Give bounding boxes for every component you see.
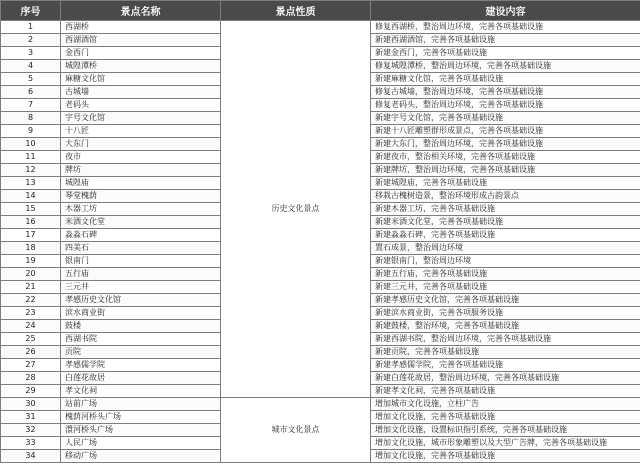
spot-name: 人民广场 <box>61 437 221 450</box>
construction-content: 新建夜市，整治相关环境，完善各项基础设施 <box>371 151 640 164</box>
construction-content: 新建大东门，整治周边环境，完善各项基础设施 <box>371 138 640 151</box>
spot-name: 金西门 <box>61 47 221 60</box>
row-number: 10 <box>1 138 61 151</box>
spot-name: 城隍庙 <box>61 177 221 190</box>
construction-content: 新建金西门，完善各项基础设施 <box>371 47 640 60</box>
spot-name: 夜市 <box>61 151 221 164</box>
row-number: 4 <box>1 60 61 73</box>
row-number: 5 <box>1 73 61 86</box>
spot-name: 站前广场 <box>61 398 221 411</box>
spot-name: 滨水商业街 <box>61 307 221 320</box>
row-number: 34 <box>1 450 61 463</box>
construction-content: 新建牌坊，整治周边环境，完善各项基础设施 <box>371 164 640 177</box>
spot-name: 四美石 <box>61 242 221 255</box>
row-number: 13 <box>1 177 61 190</box>
header-category: 景点性质 <box>221 1 371 21</box>
row-number: 2 <box>1 34 61 47</box>
construction-content: 移栽古槐树造景，整治环境形成古韵景点 <box>371 190 640 203</box>
spot-name: 西湖桥 <box>61 21 221 34</box>
spot-name: 老码头 <box>61 99 221 112</box>
spot-name: 琴堂槐荫 <box>61 190 221 203</box>
row-number: 29 <box>1 385 61 398</box>
spot-name: 三元井 <box>61 281 221 294</box>
construction-content: 修复西湖桥，整治周边环境，完善各项基础设施 <box>371 21 640 34</box>
table-row <box>1 21 640 34</box>
row-number: 23 <box>1 307 61 320</box>
spot-name: 五行庙 <box>61 268 221 281</box>
row-number: 21 <box>1 281 61 294</box>
row-number: 16 <box>1 216 61 229</box>
row-number: 24 <box>1 320 61 333</box>
spot-name: 澴河桥头广场 <box>61 424 221 437</box>
spot-name: 白莲花故居 <box>61 372 221 385</box>
construction-content: 新建白莲花故居，整治周边环境，完善各项基础设施 <box>371 372 640 385</box>
construction-content: 新建鼓楼，整治环境，完善各项基础设施 <box>371 320 640 333</box>
row-number: 15 <box>1 203 61 216</box>
spot-name: 城隍潭桥 <box>61 60 221 73</box>
spot-name: 贡院 <box>61 346 221 359</box>
spot-name: 十八匠 <box>61 125 221 138</box>
table-row <box>1 398 640 411</box>
row-number: 18 <box>1 242 61 255</box>
spot-name: 西湖酒馆 <box>61 34 221 47</box>
header-no: 序号 <box>1 1 61 21</box>
spot-name: 银南门 <box>61 255 221 268</box>
construction-content: 置石成景，整治周边环境 <box>371 242 640 255</box>
spot-name: 孝感历史文化馆 <box>61 294 221 307</box>
construction-content: 新建三元井，完善各项基础设施 <box>371 281 640 294</box>
row-number: 1 <box>1 21 61 34</box>
row-number: 6 <box>1 86 61 99</box>
construction-content: 新建米酒文化堂，完善各项基础设施 <box>371 216 640 229</box>
table-header-row <box>1 1 640 21</box>
row-number: 22 <box>1 294 61 307</box>
row-number: 3 <box>1 47 61 60</box>
spot-name: 木器工坊 <box>61 203 221 216</box>
construction-content: 增加城市文化设施，立柱广告 <box>371 398 640 411</box>
construction-content: 新建银南门，整治周边环境 <box>371 255 640 268</box>
construction-content: 新建滨水商业街，完善各项服务设施 <box>371 307 640 320</box>
construction-content: 修复古城墙，整治周边环境，完善各项基础设施 <box>371 86 640 99</box>
row-number: 25 <box>1 333 61 346</box>
spot-name: 槐荫河桥头广场 <box>61 411 221 424</box>
row-number: 12 <box>1 164 61 177</box>
spot-name: 淼淼石碑 <box>61 229 221 242</box>
construction-content: 新建十八匠雕塑群形成景点，完善各项基础设施 <box>371 125 640 138</box>
construction-content: 增加文化设施，完善各项基础设施 <box>371 450 640 463</box>
header-content: 建设内容 <box>371 1 640 21</box>
spot-name: 字号文化馆 <box>61 112 221 125</box>
construction-content: 新建字号文化馆，完善各项基础设施 <box>371 112 640 125</box>
spot-name: 鼓楼 <box>61 320 221 333</box>
row-number: 27 <box>1 359 61 372</box>
construction-content: 新建城隍庙，完善各项基础设施 <box>371 177 640 190</box>
construction-content: 新建西湖酒馆，完善各项基础设施 <box>371 34 640 47</box>
spot-name: 古城墙 <box>61 86 221 99</box>
spot-name: 米酒文化堂 <box>61 216 221 229</box>
construction-content: 增加文化设施，完善各项基础设施 <box>371 411 640 424</box>
construction-content: 修复老码头，整治周边环境，完善各项基础设施 <box>371 99 640 112</box>
spot-name: 牌坊 <box>61 164 221 177</box>
row-number: 33 <box>1 437 61 450</box>
spot-name: 孝文化祠 <box>61 385 221 398</box>
row-number: 28 <box>1 372 61 385</box>
row-number: 14 <box>1 190 61 203</box>
spot-name: 大东门 <box>61 138 221 151</box>
row-number: 9 <box>1 125 61 138</box>
row-number: 26 <box>1 346 61 359</box>
row-number: 32 <box>1 424 61 437</box>
spot-name: 孝感儒学院 <box>61 359 221 372</box>
construction-content: 新建孝感历史文化馆，完善各项基础设施 <box>371 294 640 307</box>
construction-content: 新建孝感儒学院，完善各项基础设施 <box>371 359 640 372</box>
row-number: 19 <box>1 255 61 268</box>
category-historical: 历史文化景点 <box>221 21 371 398</box>
spot-name: 西湖书院 <box>61 333 221 346</box>
construction-content: 增加文化设施，设置标识指引系统，完善各项基础设施 <box>371 424 640 437</box>
row-number: 30 <box>1 398 61 411</box>
spot-name: 麻糖文化馆 <box>61 73 221 86</box>
row-number: 31 <box>1 411 61 424</box>
construction-content: 增加文化设施，城市形象雕塑以及大型广告牌，完善各项基础设施 <box>371 437 640 450</box>
category-urban: 城市文化景点 <box>221 398 371 463</box>
construction-content: 新建麻糖文化馆，完善各项基础设施 <box>371 73 640 86</box>
row-number: 7 <box>1 99 61 112</box>
construction-content: 新建西湖书院，整治周边环境，完善各项基础设施 <box>371 333 640 346</box>
construction-content: 新建孝文化祠，完善各项基础设施 <box>371 385 640 398</box>
construction-content: 新建五行庙，完善各项基础设施 <box>371 268 640 281</box>
construction-content: 新建淼淼石碑，完善各项基础设施 <box>371 229 640 242</box>
row-number: 11 <box>1 151 61 164</box>
construction-content: 新建贡院，完善各项基础设施 <box>371 346 640 359</box>
row-number: 17 <box>1 229 61 242</box>
header-name: 景点名称 <box>61 1 221 21</box>
row-number: 20 <box>1 268 61 281</box>
row-number: 8 <box>1 112 61 125</box>
construction-content: 修复城隍潭桥，整治周边环境，完善各项基础设施 <box>371 60 640 73</box>
construction-content: 新建木器工坊，完善各项基础设施 <box>371 203 640 216</box>
spot-name: 移动广场 <box>61 450 221 463</box>
